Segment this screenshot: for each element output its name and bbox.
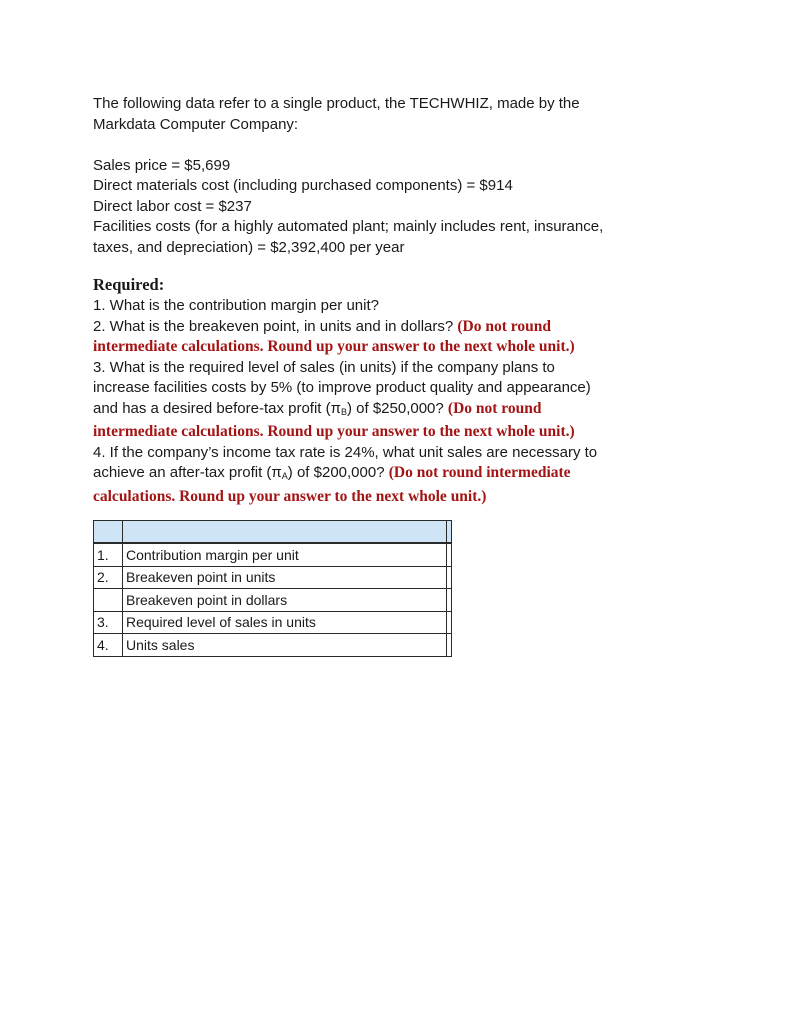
facts-paragraph bbox=[93, 156, 733, 259]
question-4-profit-post: ) of $200,000? bbox=[287, 464, 385, 481]
question-2-line-1 bbox=[93, 317, 733, 338]
facilities-line-2: taxes, and depreciation) = $2,392,400 per year bbox=[93, 238, 405, 256]
direct-labor-line: Direct labor cost = $237 bbox=[93, 197, 252, 215]
problem-text bbox=[93, 94, 733, 507]
question-2-instruction-a: (Do not round bbox=[457, 317, 551, 335]
question-3-line-3 bbox=[93, 399, 733, 423]
table-row bbox=[94, 611, 452, 634]
question-2-instruction-b: intermediate calculations. Round up your answer to the next whole unit.) bbox=[93, 338, 575, 355]
answer-table-header bbox=[94, 521, 452, 543]
question-4-instruction-a: (Do not round intermediate bbox=[388, 464, 571, 481]
direct-materials-line: Direct materials cost (including purchased components) = $914 bbox=[93, 177, 513, 194]
question-4-profit-pre: achieve an after-tax profit (π bbox=[93, 464, 282, 481]
question-3-line-2: increase facilities costs by 5% (to improve product quality and appearance) bbox=[93, 379, 591, 396]
answer-input-required-sales[interactable] bbox=[447, 611, 452, 634]
table-row bbox=[94, 634, 452, 657]
row-number: 1. bbox=[94, 544, 123, 567]
facilities-line-1: Facilities costs (for a highly automated plant; mainly includes rent, insurance, bbox=[93, 218, 604, 235]
header-num-cell bbox=[94, 521, 123, 543]
question-2-text: 2. What is the breakeven point, in units and in dollars? bbox=[93, 317, 454, 335]
table-row bbox=[94, 589, 452, 612]
answer-input-breakeven-units[interactable] bbox=[447, 566, 452, 589]
question-4-profit-sub: A bbox=[281, 471, 288, 481]
required-section bbox=[93, 274, 733, 507]
question-3-line-1: 3. What is the required level of sales (in units) if the company plans to bbox=[93, 358, 555, 376]
question-3-instruction-a: (Do not round bbox=[447, 399, 542, 417]
header-value-cell bbox=[447, 521, 452, 543]
question-4-instruction-b: calculations. Round up your answer to the next whole unit.) bbox=[93, 487, 487, 505]
question-3-profit-pre: and has a desired before-tax profit (π bbox=[93, 399, 341, 417]
table-row bbox=[94, 566, 452, 589]
table-row bbox=[94, 544, 452, 567]
question-4-line-2 bbox=[93, 463, 733, 487]
row-label: Required level of sales in units bbox=[123, 611, 447, 634]
intro-line-2: Markdata Computer Company: bbox=[93, 115, 299, 133]
row-number: 4. bbox=[94, 634, 123, 657]
row-label: Breakeven point in dollars bbox=[123, 589, 447, 612]
header-label-cell bbox=[123, 521, 447, 543]
row-label: Units sales bbox=[123, 634, 447, 657]
question-3-instruction-b: intermediate calculations. Round up your answer to the next whole unit.) bbox=[93, 423, 575, 440]
answer-table bbox=[93, 520, 452, 657]
answer-input-breakeven-dollars[interactable] bbox=[447, 589, 452, 612]
row-label: Breakeven point in units bbox=[123, 566, 447, 589]
question-3-profit-sub: B bbox=[340, 406, 347, 417]
row-number bbox=[94, 589, 123, 612]
intro-line-1: The following data refer to a single product, the TECHWHIZ, made by the bbox=[93, 95, 580, 112]
row-number: 2. bbox=[94, 566, 123, 589]
required-heading: Required: bbox=[93, 275, 165, 294]
intro-paragraph bbox=[93, 94, 733, 135]
sales-price-line: Sales price = $5,699 bbox=[93, 156, 231, 174]
row-number: 3. bbox=[94, 611, 123, 634]
row-label: Contribution margin per unit bbox=[123, 544, 447, 567]
question-3-profit-post: ) of $250,000? bbox=[347, 399, 444, 417]
question-4-line-1: 4. If the company’s income tax rate is 24%, what unit sales are necessary to bbox=[93, 443, 598, 461]
answer-input-contribution-margin[interactable] bbox=[447, 544, 452, 567]
answer-input-unit-sales[interactable] bbox=[447, 634, 452, 657]
question-1: 1. What is the contribution margin per unit? bbox=[93, 297, 379, 314]
